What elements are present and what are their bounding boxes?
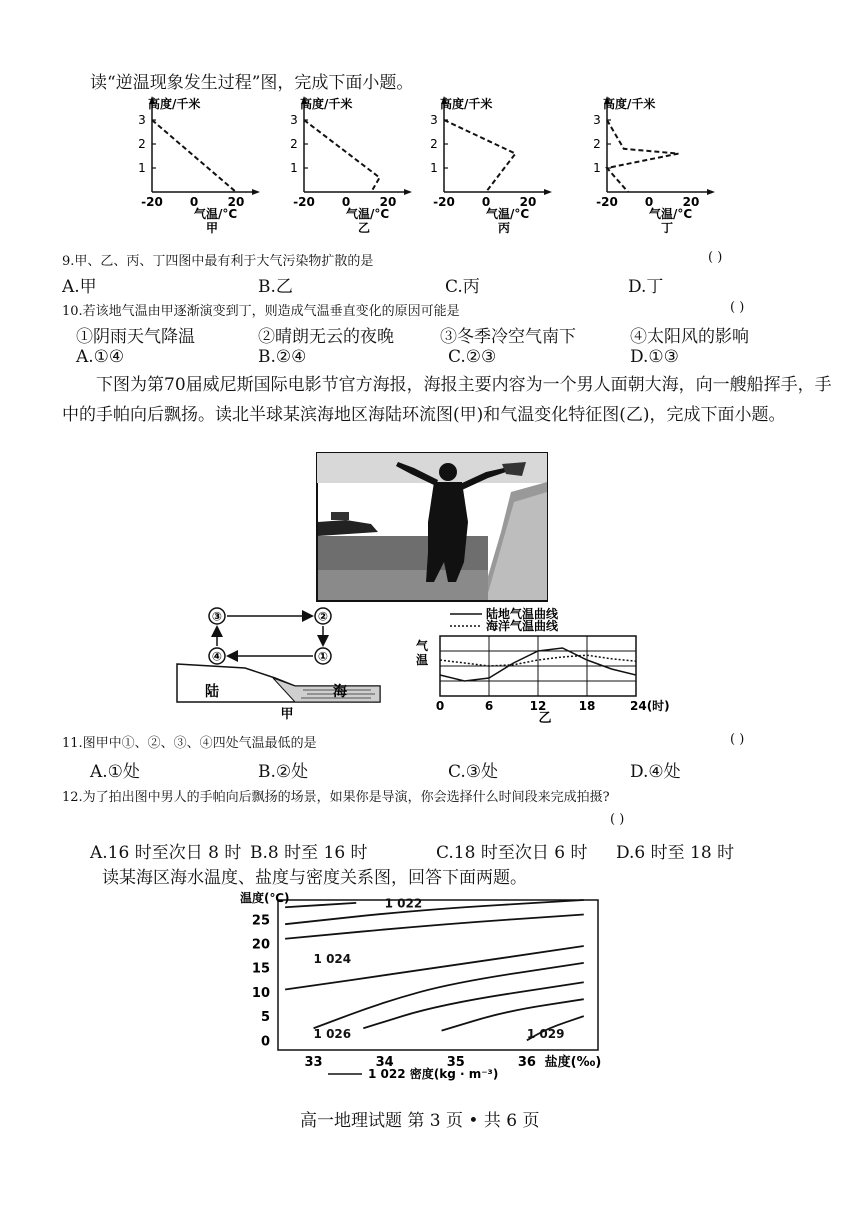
land-label: 陆 [205,684,219,700]
y-tick-label: 0 [260,1034,270,1050]
y-axis-label: 温度(℃) [240,891,290,905]
temperature-profile-line [304,120,380,192]
density-chart [236,888,616,1088]
q10-item-2: ②晴朗无云的夜晚 [258,327,394,347]
point-4-label: ④ [211,649,223,664]
q9-option-c[interactable]: C.丙 [445,277,480,297]
x-tick-label: -20 [293,195,315,209]
intro-text-3: 读某海区海水温度、盐度与密度关系图，回答下面两题。 [102,868,527,888]
q12-option-d[interactable]: D.6 时至 18 时 [616,843,735,863]
x-axis-arrow [252,189,260,195]
q10-option-a[interactable]: A.①④ [76,347,125,367]
x-tick-label: 33 [304,1055,323,1070]
q10-item-4: ④太阳风的影响 [630,327,749,347]
isoline-label: 1 026 [313,1026,352,1041]
x-tick-label: 20 [519,195,537,209]
sea-label: 海 [333,684,347,700]
x-axis-arrow [404,189,412,195]
y-axis-label: 高度/千米 [300,97,353,111]
x-tick-label: -20 [433,195,455,209]
y-tick-label: 2 [138,137,146,151]
q12-stem: 12.为了拍出图中男人的手帕向后飘扬的场景，如果你是导演，你会选择什么时间段来完成拍摄? [62,790,610,805]
y-tick-label: 10 [251,985,270,1001]
point-2-label: ② [317,609,329,624]
temp-chart-ylabel-2: 温 [416,653,429,667]
y-axis-label: 高度/千米 [440,97,493,111]
panel-name: 丙 [497,221,511,235]
y-axis-label: 高度/千米 [603,97,656,111]
inversion-panel-1 [138,96,260,235]
q12-option-b[interactable]: B.8 时至 16 时 [250,843,368,863]
y-tick-label: 3 [290,113,298,127]
y-tick-label: 1 [138,161,146,175]
q11-stem: 11.图甲中①、②、③、④四处气温最低的是 [62,736,317,751]
x-tick-label: 24(时) [630,699,670,713]
diagram-jia-label: 甲 [280,707,294,721]
y-axis-label: 高度/千米 [148,97,201,111]
q11-option-a[interactable]: A.①处 [90,762,140,782]
sea-land-circulation-diagram [175,606,415,721]
y-tick-label: 20 [251,937,270,953]
x-tick-label: -20 [141,195,163,209]
q10-stem: 10.若该地气温由甲逐渐演变到丁，则造成气温垂直变化的原因可能是 [62,304,460,319]
x-tick-label: 0 [644,195,654,209]
y-tick-label: 25 [251,913,270,929]
density-isoline [285,903,356,907]
inversion-panel-3 [430,96,552,235]
y-tick-label: 5 [260,1010,270,1026]
intro-text-1: 读“逆温现象发生过程”图，完成下面小题。 [90,73,414,93]
x-tick-label: 36 [517,1055,536,1070]
x-tick-label: 0 [189,195,199,209]
y-tick-label: 1 [430,161,438,175]
q9-option-d[interactable]: D.丁 [628,277,664,297]
legend-text: 1 022 密度(kg · m⁻³) [368,1067,499,1081]
q11-answer-paren: ( ) [730,732,745,747]
panel-name: 乙 [357,221,371,235]
x-tick-label: 20 [682,195,700,209]
isoline-label: 1 022 [384,896,423,911]
x-tick-label: 34 [375,1055,394,1070]
temp-chart-ylabel-1: 气 [416,639,429,653]
q10-answer-paren: ( ) [730,300,745,315]
temperature-profile-line [444,120,515,192]
q11-option-c[interactable]: C.③处 [448,762,499,782]
q10-option-b[interactable]: B.②④ [258,347,307,367]
temperature-variation-chart [410,604,700,724]
isoline-label: 1 024 [313,951,352,966]
q12-answer-paren: ( ) [610,812,625,827]
q9-option-a[interactable]: A.甲 [62,277,97,297]
film-poster-image [316,452,548,602]
y-tick-label: 3 [430,113,438,127]
legend-land: 陆地气温曲线 [486,607,559,621]
x-axis-label: 气温/°C [649,207,693,221]
q9-answer-paren: ( ) [708,250,723,265]
y-tick-label: 3 [593,113,601,127]
x-axis-label: 气温/°C [194,207,238,221]
y-tick-label: 2 [430,137,438,151]
x-axis-arrow [707,189,715,195]
y-tick-label: 2 [290,137,298,151]
y-tick-label: 15 [251,961,270,977]
chart-yi-label: 乙 [538,711,552,724]
q10-item-1: ①阴雨天气降温 [76,327,195,347]
q9-stem: 9.甲、乙、丙、丁四图中最有利于大气污染物扩散的是 [62,254,374,269]
x-tick-label: 18 [578,699,596,713]
x-tick-label: 35 [446,1055,465,1070]
q10-option-d[interactable]: D.①③ [630,347,679,367]
x-tick-label: 20 [379,195,397,209]
q12-option-a[interactable]: A.16 时至次日 8 时 [90,843,242,863]
x-tick-label: 20 [227,195,245,209]
page-footer: 高一地理试题 第 3 页 • 共 6 页 [300,1111,540,1131]
inversion-panel-2 [290,96,412,235]
x-tick-label: 6 [484,699,494,713]
inversion-panel-4 [593,96,715,235]
panel-name: 丁 [660,221,674,235]
x-tick-label: -20 [596,195,618,209]
density-isoline [285,915,584,939]
temperature-profile-line [607,120,678,192]
q11-option-d[interactable]: D.④处 [630,762,681,782]
x-tick-label: 12 [529,699,547,713]
x-tick-label: 0 [481,195,491,209]
x-axis-label: 盐度(‰) [544,1055,602,1070]
intro-text-2: 下图为第70届威尼斯国际电影节官方海报，海报主要内容为一个男人面朝大海，向一艘船挥手，手中的手帕向后飘扬。读北半球某滨海地区海陆环流图(甲)和气温变化特征图(乙)，完成下面小题。 [62,375,832,425]
x-tick-label: 0 [341,195,351,209]
legend-sea: 海洋气温曲线 [486,619,559,633]
temperature-profile-line [152,120,236,192]
q12-option-c[interactable]: C.18 时至次日 6 时 [436,843,588,863]
q10-option-c[interactable]: C.②③ [448,347,497,367]
q10-item-3: ③冬季冷空气南下 [440,327,576,347]
x-axis-arrow [544,189,552,195]
y-tick-label: 3 [138,113,146,127]
inversion-charts [130,92,730,242]
q9-option-b[interactable]: B.乙 [258,277,293,297]
point-1-label: ① [317,649,329,664]
y-tick-label: 1 [290,161,298,175]
x-axis-label: 气温/°C [346,207,390,221]
q11-option-b[interactable]: B.②处 [258,762,309,782]
x-axis-label: 气温/°C [486,207,530,221]
point-3-label: ③ [211,609,223,624]
y-tick-label: 2 [593,137,601,151]
y-tick-label: 1 [593,161,601,175]
density-isoline [314,963,584,1028]
x-tick-label: 0 [435,699,445,713]
isoline-label: 1 029 [526,1026,565,1041]
panel-name: 甲 [205,221,219,235]
